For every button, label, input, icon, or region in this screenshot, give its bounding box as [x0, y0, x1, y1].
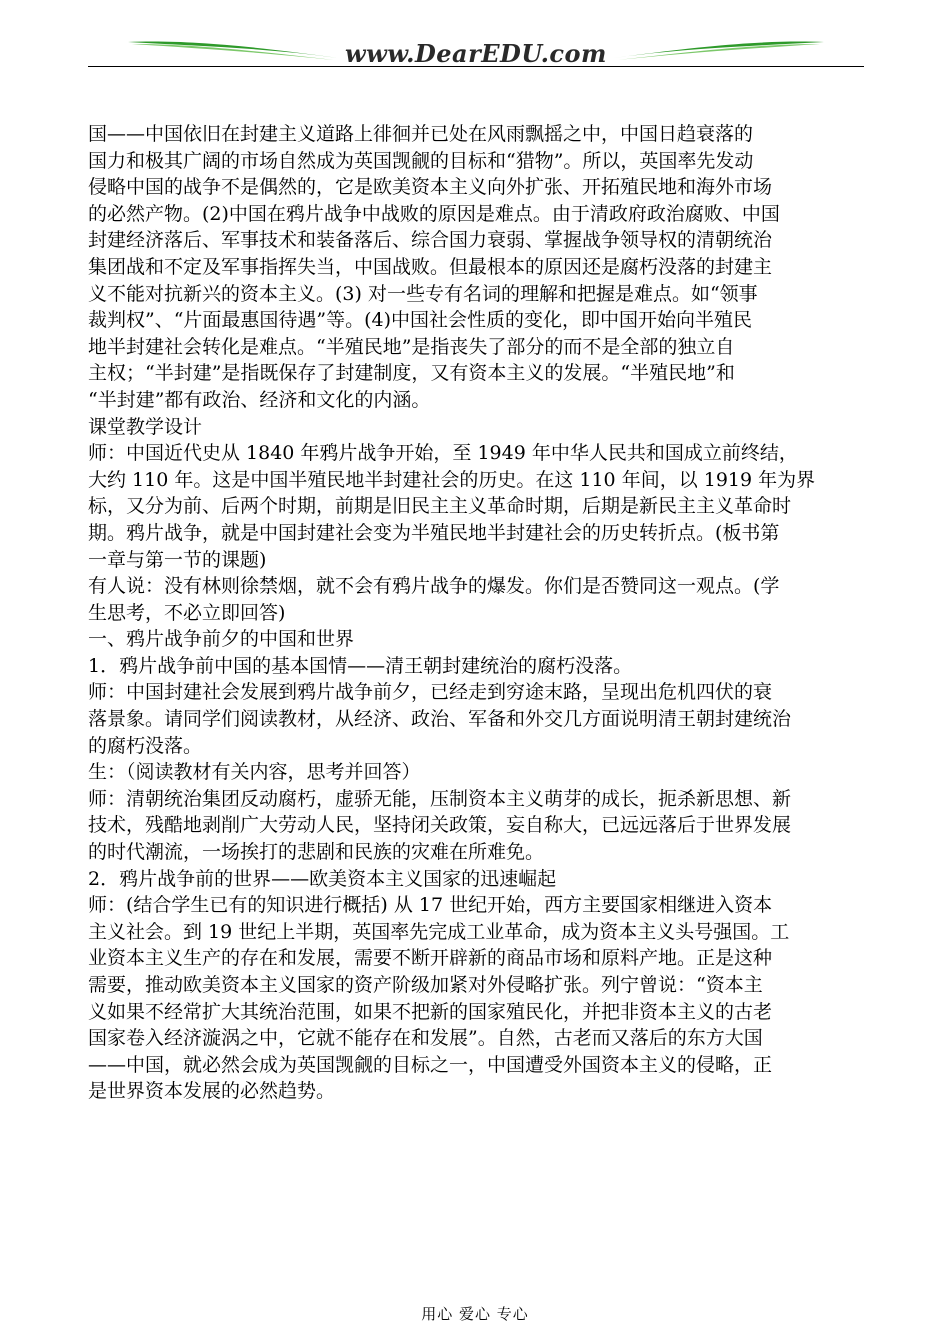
text-line: 国——中国依旧在封建主义道路上徘徊并已处在风雨飘摇之中，中国日趋衰落的	[88, 123, 754, 145]
text-line: 是世界资本发展的必然趋势。	[88, 1080, 336, 1103]
text-line: 主权；“半封建”是指既保存了封建制度，又有资本主义的发展。“半殖民地”和	[88, 362, 735, 385]
text-line: 期。鸦片战争，就是中国封建社会变为半殖民地半封建社会的历史转折点。(板书第	[88, 521, 780, 544]
text-line: 落景象。请同学们阅读教材，从经济、政治、军备和外交几方面说明清王朝封建统治	[88, 708, 792, 731]
text-line: 一、鸦片战争前夕的中国和世界	[88, 628, 355, 651]
page-footer: 用心 爱心 专心	[421, 1305, 529, 1323]
text-line: 2．鸦片战争前的世界——欧美资本主义国家的迅速崛起	[88, 867, 557, 890]
text-line: 裁判权”、“片面最惠国待遇”等。(4)中国社会性质的变化，即中国开始向半殖民	[88, 309, 753, 332]
text-line: 国家卷入经济漩涡之中，它就不能存在和发展”。自然，古老而又落后的东方大国	[88, 1027, 763, 1050]
text-line: 大约 110 年。这是中国半殖民地半封建社会的历史。在这 110 年间，以 1919 年为界	[88, 468, 816, 491]
text-line: 技术，残酷地剥削广大劳动人民，坚持闭关政策，妄自称大，已远远落后于世界发展	[88, 814, 792, 837]
text-line: 生思考，不必立即回答)	[88, 601, 286, 624]
text-line: 一章与第一节的课题)	[88, 548, 267, 571]
text-line: 的腐朽没落。	[88, 734, 203, 757]
text-line: 封建经济落后、军事技术和装备落后、综合国力衰弱、掌握战争领导权的清朝统治	[88, 229, 773, 252]
text-line: ——中国，就必然会成为英国觊觎的目标之一，中国遭受外国资本主义的侵略，正	[88, 1053, 773, 1076]
text-line: “半封建”都有政治、经济和文化的内涵。	[88, 388, 431, 411]
text-line: 1．鸦片战争前中国的基本国情——清王朝封建统治的腐朽没落。	[88, 654, 633, 677]
text-line: 有人说：没有林则徐禁烟，就不会有鸦片战争的爆发。你们是否赞同这一观点。(学	[88, 575, 780, 598]
text-line: 地半封建社会转化是难点。“半殖民地”是指丧失了部分的而不是全部的独立自	[88, 335, 735, 358]
text-line: 义如果不经常扩大其统治范围，如果不把新的国家殖民化，并把非资本主义的古老	[88, 1000, 773, 1023]
header-divider	[88, 66, 864, 67]
text-line: 课堂教学设计	[88, 415, 203, 438]
text-line: 主义社会。到 19 世纪上半期，英国率先完成工业革命，成为资本主义头号强国。工	[88, 920, 790, 943]
text-line: 标，又分为前、后两个时期，前期是旧民主主义革命时期，后期是新民主主义革命时	[88, 495, 792, 518]
text-line: 的时代潮流，一场挨打的悲剧和民族的灾难在所难免。	[88, 841, 545, 864]
text-line: 义不能对抗新兴的资本主义。(3) 对一些专有名词的理解和把握是难点。如“领事	[88, 282, 758, 305]
text-line: 集团战和不定及军事指挥失当，中国战败。但最根本的原因还是腐朽没落的封建主	[88, 255, 773, 278]
text-line: 国力和极其广阔的市场自然成为英国觊觎的目标和“猎物”。所以，英国率先发动	[88, 149, 754, 172]
text-line: 生：（阅读教材有关内容，思考并回答）	[88, 761, 421, 784]
text-line: 师：(结合学生已有的知识进行概括) 从 17 世纪开始，西方主要国家相继进入资本	[88, 894, 773, 917]
text-line: 师：中国封建社会发展到鸦片战争前夕，已经走到穷途末路，呈现出危机四伏的衰	[88, 681, 773, 704]
text-line: 业资本主义生产的存在和发展，需要不断开辟新的商品市场和原料产地。正是这种	[88, 947, 773, 970]
page-header	[88, 28, 864, 70]
site-name: www.DearEDU.com	[345, 39, 607, 68]
text-line: 需要，推动欧美资本主义国家的资产阶级加紧对外侵略扩张。列宁曾说：“资本主	[88, 974, 763, 996]
text-line: 师：中国近代史从 1840 年鸦片战争开始，至 1949 年中华人民共和国成立前终结，	[88, 442, 798, 465]
text-line: 师：清朝统治集团反动腐朽，虚骄无能，压制资本主义萌芽的成长，扼杀新思想、新	[88, 787, 792, 810]
text-line: 侵略中国的战争不是偶然的，它是欧美资本主义向外扩张、开拓殖民地和海外市场	[88, 176, 773, 199]
text-line: 的必然产物。(2)中国在鸦片战争中战败的原因是难点。由于清政府政治腐败、中国	[88, 202, 780, 225]
document-body	[88, 121, 864, 1105]
